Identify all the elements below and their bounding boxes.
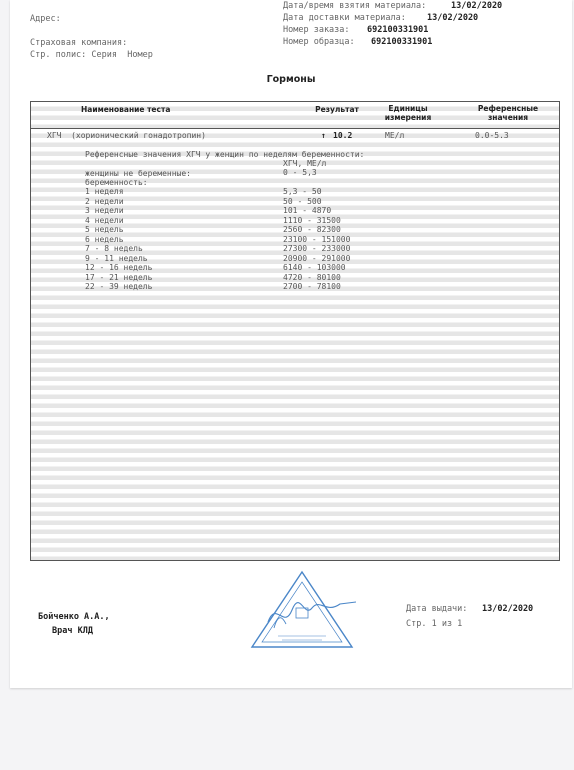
column-header-result: Результат — [315, 105, 359, 114]
result-value: 10.2 — [333, 131, 353, 140]
test-name: ХГЧ (хорионический гонадотропин) — [47, 131, 206, 140]
policy-label: Стр. полис: Серия Номер — [30, 50, 153, 60]
pregnancy-label: беременность: — [85, 178, 148, 187]
week-label: 1 неделя — [85, 187, 124, 196]
nonpregnant-value: 0 - 5,3 — [283, 168, 317, 177]
week-value: 20900 - 291000 — [283, 253, 351, 263]
sample-number-value: 692100331901 — [371, 37, 433, 47]
week-value: 5,3 - 50 — [283, 187, 322, 196]
week-value: 2560 - 82300 — [283, 225, 341, 234]
week-value: 2700 - 78100 — [283, 282, 341, 291]
page-counter: Стр. 1 из 1 — [406, 619, 463, 629]
week-label: 3 недели — [85, 206, 124, 215]
doctor-role: Врач КЛД — [52, 626, 93, 636]
result-units: МЕ/л — [385, 131, 405, 140]
week-label: 7 - 8 недель — [85, 244, 143, 253]
issue-date-label: Дата выдачи: — [406, 604, 468, 614]
column-header-test: Наименование теста — [81, 105, 171, 114]
delivery-date-value: 13/02/2020 — [427, 13, 479, 23]
collect-date-value: 13/02/2020 — [451, 1, 503, 11]
week-value: 101 - 4870 — [283, 206, 332, 215]
week-value: 27300 - 233000 — [283, 244, 351, 253]
reference-note-units: ХГЧ, МЕ/л — [283, 159, 327, 168]
section-title: Гормоны — [266, 74, 316, 85]
result-reference: 0.0-5.3 — [475, 131, 509, 140]
signature-stroke — [268, 602, 356, 622]
week-label: 9 - 11 недель — [85, 253, 148, 263]
nonpregnant-label: женщины не беременные: — [85, 169, 191, 178]
week-label: 17 - 21 недель — [85, 272, 153, 282]
insurance-label: Страховая компания: — [30, 38, 128, 48]
order-number-label: Номер заказа: — [283, 25, 350, 35]
week-label: 2 недели — [85, 196, 124, 206]
report-sheet — [10, 0, 572, 688]
issue-date-value: 13/02/2020 — [482, 604, 534, 614]
week-value: 50 - 500 — [283, 196, 322, 206]
results-table — [30, 101, 560, 561]
address-label: Адрес: — [30, 14, 61, 24]
signature-stroke — [274, 618, 286, 628]
collect-date-label: Дата/время взятия материала: — [283, 1, 427, 11]
lab-stamp — [248, 570, 356, 652]
column-header-units: Единицы измерения — [384, 104, 432, 122]
week-value: 4720 - 80100 — [283, 272, 341, 282]
week-label: 6 недель — [85, 234, 124, 244]
week-value: 1110 - 31500 — [283, 215, 341, 225]
week-label: 4 недели — [85, 215, 124, 225]
week-label: 5 недель — [85, 225, 124, 234]
sample-number-label: Номер образца: — [283, 37, 355, 47]
week-label: 22 - 39 недель — [85, 282, 153, 291]
week-label: 12 - 16 недель — [85, 263, 153, 272]
delivery-date-label: Дата доставки материала: — [283, 13, 406, 23]
week-value: 23100 - 151000 — [283, 234, 351, 244]
reference-note-title: Референсные значения ХГЧ у женщин по неделям беременности: — [85, 150, 365, 159]
stamp-inner-triangle — [262, 582, 342, 642]
high-flag-icon: ↑ — [321, 131, 326, 140]
week-value: 6140 - 103000 — [283, 263, 346, 272]
doctor-name: Бойченко А.А., — [38, 612, 110, 622]
order-number-value: 692100331901 — [367, 25, 429, 35]
column-header-reference: Референсные значения — [477, 104, 539, 122]
header-divider — [31, 128, 559, 129]
